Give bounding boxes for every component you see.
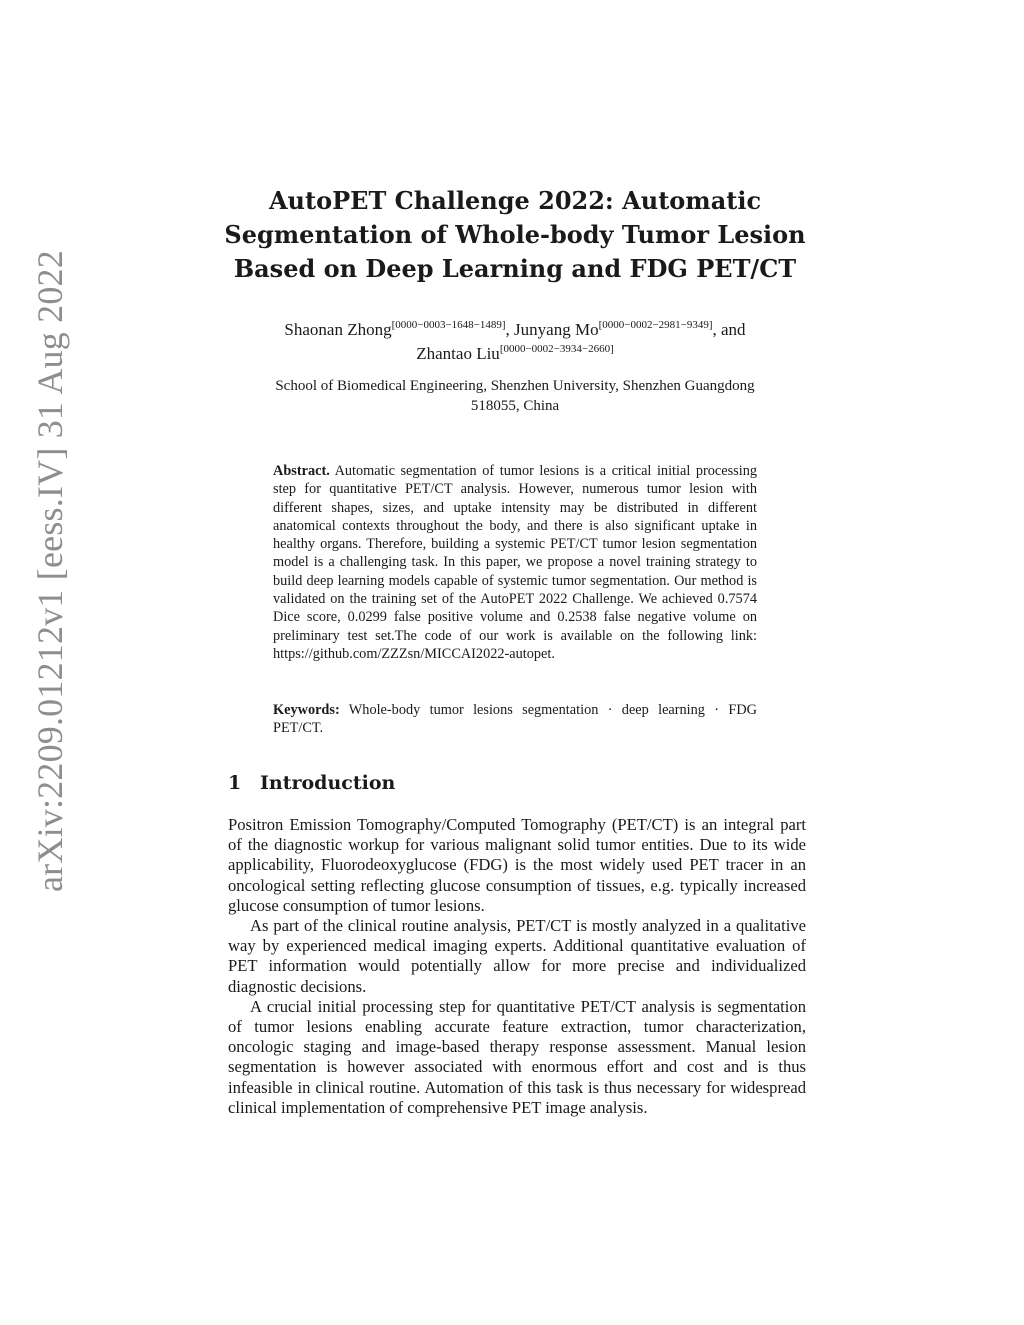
author-list bbox=[150, 318, 880, 366]
abstract bbox=[273, 462, 757, 663]
affiliation bbox=[150, 376, 880, 416]
paragraph-3: A crucial initial processing step for quantitative PET/CT analysis is segmentation of tumor lesions enabling accurate feature extraction, tumor characterization, oncologic staging and image-based therapy response assessment. Manual lesion segmentation is however associated with enormous effort and cost and is thus infeasible in clinical routine. Automation of this task is thus necessary for widespread clinical implementation of comprehensive PET image analysis. bbox=[228, 996, 806, 1117]
author-2-orcid: [0000−0002−2981−9349] bbox=[598, 319, 713, 331]
author-1-orcid: [0000−0003−1648−1489] bbox=[391, 319, 506, 331]
title-line-1: AutoPET Challenge 2022: Automatic bbox=[268, 186, 762, 215]
author-1-name: Shaonan Zhong bbox=[284, 320, 392, 339]
author-line-1 bbox=[150, 318, 880, 342]
author-3-orcid: [0000−0002−3934−2660] bbox=[499, 343, 614, 355]
section-title: Introduction bbox=[260, 772, 396, 794]
abstract-label: Abstract. bbox=[273, 463, 330, 479]
keywords-text: Whole-body tumor lesions segmentation · deep learning · FDG PET/CT. bbox=[273, 702, 757, 737]
paper-title bbox=[150, 184, 880, 286]
title-line-3: Based on Deep Learning and FDG PET/CT bbox=[233, 254, 797, 283]
section-number: 1 bbox=[228, 772, 242, 794]
keywords bbox=[273, 701, 757, 738]
paragraph-1: Positron Emission Tomography/Computed Tomography (PET/CT) is an integral part of the diagnostic workup for various malignant solid tumor entities. Due to its wide applicability, Fluorodeoxyglucose (FDG) is the most widely used PET tracer in an oncological setting reflecting glucose consumption of tissues, e.g. typically increased glucose consumption of tumor lesions. bbox=[228, 815, 806, 915]
author-3-name: Zhantao Liu bbox=[416, 344, 500, 363]
arxiv-identifier: arXiv:2209.01212v1 [eess.IV] 31 Aug 2022 bbox=[30, 250, 70, 892]
title-line-2: Segmentation of Whole-body Tumor Lesion bbox=[224, 220, 806, 249]
author-line-2 bbox=[150, 342, 880, 366]
intro-body bbox=[228, 815, 806, 1118]
author-2-name: , Junyang Mo bbox=[505, 320, 599, 339]
affiliation-line-1: School of Biomedical Engineering, Shenzhen University, Shenzhen Guangdong bbox=[275, 378, 755, 394]
abstract-text: Automatic segmentation of tumor lesions is a critical initial processing step for quantitative PET/CT analysis. However, numerous tumor lesion with different shapes, sizes, and uptake intensity may be distributed in different anatomical contexts throughout the body, and there is also significant uptake in healthy organs. Therefore, building a systemic PET/CT tumor lesion segmentation model is a challenging task. In this paper, we propose a novel training strategy to build deep learning models capable of systemic tumor segmentation. Our method is validated on the training set of the AutoPET 2022 Challenge. We achieved 0.7574 Dice score, 0.0299 false positive volume and 0.2538 false negative volume on preliminary test set.The code of our work is available on the following link: https://github.com/ZZZsn/MICCAI2022-autopet. bbox=[273, 463, 757, 662]
keywords-label: Keywords: bbox=[273, 702, 340, 718]
author-separator: , and bbox=[712, 320, 746, 339]
section-heading bbox=[228, 770, 808, 796]
paragraph-2: As part of the clinical routine analysis, PET/CT is mostly analyzed in a qualitative way by experienced medical imaging experts. Additional quantitative evaluation of PET information would potentially allow for more precise and individualized diagnostic decisions. bbox=[228, 916, 806, 996]
affiliation-line-2: 518055, China bbox=[470, 398, 560, 414]
